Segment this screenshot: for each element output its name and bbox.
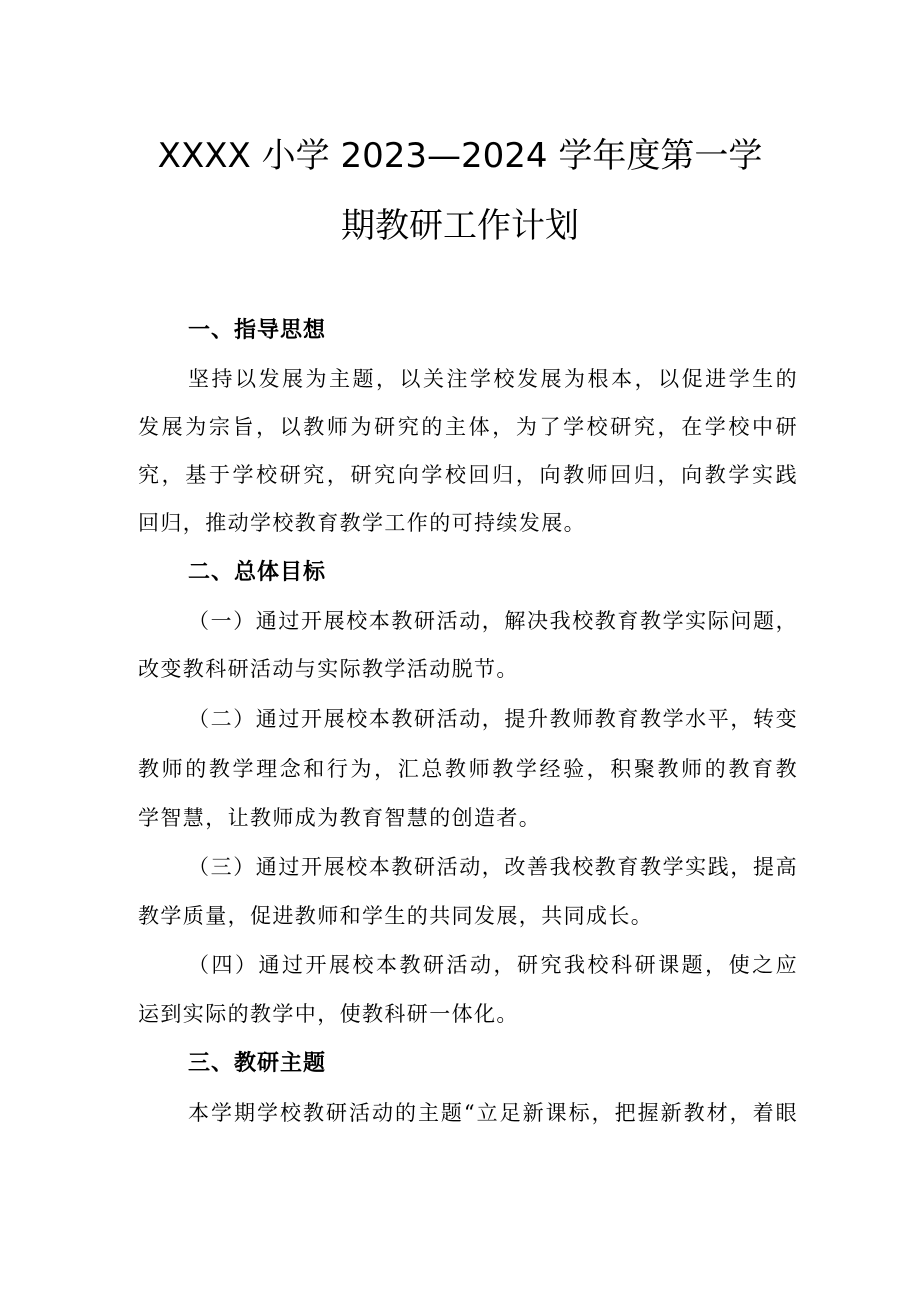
paragraph-line: （四）通过开展校本教研活动，研究我校科研课题，使之应 [188, 953, 798, 977]
paragraph-line: 改变教科研活动与实际教学活动脱节。 [138, 657, 519, 681]
paragraph-line: 教学质量，促进教师和学生的共同发展，共同成长。 [138, 904, 654, 928]
paragraph-line: （二）通过开展校本教研活动，提升教师教育教学水平，转变 [188, 707, 798, 731]
paragraph-line: 教师的教学理念和行为，汇总教师教学经验，积聚教师的教育教 [138, 757, 798, 781]
paragraph-line: 学智慧，让教师成为教育智慧的创造者。 [138, 806, 542, 830]
section-heading-research-theme: 三、教研主题 [188, 1051, 327, 1076]
paragraph-line: 发展为宗旨，以教师为研究的主体，为了学校研究，在学校中研 [138, 415, 798, 439]
paragraph-line: 运到实际的教学中，使教科研一体化。 [138, 1002, 519, 1026]
paragraph-line: （一）通过开展校本教研活动，解决我校教育教学实际问题， [188, 609, 798, 633]
paragraph-line: （三）通过开展校本教研活动，改善我校教育教学实践，提高 [188, 855, 798, 879]
paragraph-line: 回归，推动学校教育教学工作的可持续发展。 [138, 511, 586, 535]
section-heading-guiding-ideology: 一、指导思想 [188, 318, 327, 343]
document-title-line-1: XXXX 小学 2023—2024 学年度第一学 [157, 136, 763, 176]
paragraph-line: 究，基于学校研究，研究向学校回归，向教师回归，向教学实践 [138, 463, 798, 487]
section-heading-overall-goals: 二、总体目标 [188, 560, 327, 585]
document-title-line-2: 期教研工作计划 [341, 206, 579, 246]
paragraph-line: 坚持以发展为主题，以关注学校发展为根本，以促进学生的 [188, 367, 798, 391]
paragraph-line: 本学期学校教研活动的主题“立足新课标，把握新教材，着眼 [188, 1101, 798, 1125]
